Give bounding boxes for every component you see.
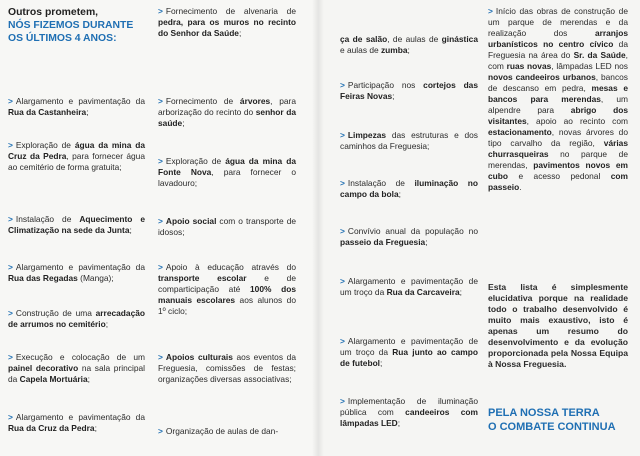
bullet-arrow-icon: > (158, 262, 163, 272)
slogan (488, 406, 628, 434)
list-item: > Implementação de iluminação pública com candeeiros com lâmpadas LED; (340, 396, 478, 428)
bullet-arrow-icon: > (340, 396, 345, 406)
bullet-arrow-icon: > (8, 214, 13, 224)
page-fold (312, 0, 324, 456)
bullet-arrow-icon: > (340, 336, 345, 346)
bullet-arrow-icon: > (158, 216, 163, 226)
bullet-arrow-icon: > (340, 178, 345, 188)
heading-line-2: NÓS FIZEMOS DURANTE (8, 20, 134, 31)
list-item: > Alargamento e pavimentação de um troço da Rua da Carcaveira; (340, 276, 478, 297)
bullet-arrow-icon: > (340, 130, 345, 140)
list-item: > Alargamento e pavimentação da Rua das Regadas (Manga); (8, 262, 145, 283)
list-item: > Participação nos cortejos das Feiras Novas; (340, 80, 478, 101)
bullet-arrow-icon: > (158, 6, 163, 16)
list-item: > Exploração de água da mina da Fonte Nova, para fornecer o lavadouro; (158, 156, 296, 188)
bullet-arrow-icon: > (340, 226, 345, 236)
list-item: > Alargamento e pavimentação da Rua da Cruz da Pedra; (8, 412, 145, 433)
list-item: > Exploração de água da mina da Cruz da Pedra, para fornecer água ao cemitério de forma gratuita; (8, 140, 145, 172)
bullet-arrow-icon: > (158, 352, 163, 362)
list-item: > Limpezas das estruturas e dos caminhos da Freguesia; (340, 130, 478, 151)
closing-paragraph: Esta lista é simplesmente elucidativa porque na realidade todo o trabalho desenvolvido é muito mais exaustivo, isto é apenas um resumo do desenvolvimento e da evolução proporcionada pela Nossa Equipa à Nossa Freguesia. (488, 282, 628, 369)
list-item: > Construção de uma arrecadação de arrumos no cemitério; (8, 308, 145, 329)
list-item: > Apoio social com o transporte de idosos; (158, 216, 297, 237)
list-item: > Convívio anual da população no passeio da Freguesia; (340, 226, 478, 247)
bullet-arrow-icon: > (8, 96, 13, 106)
list-item: > Alargamento e pavimentação de um troço da Rua junto ao campo de futebol; (340, 336, 478, 368)
list-item: > Instalação de Aquecimento e Climatização na sede da Junta; (8, 214, 145, 235)
list-item: > Execução e colocação de um painel decorativo na sala principal da Capela Mortuária; (8, 352, 145, 384)
bullet-arrow-icon: > (158, 96, 163, 106)
bullet-arrow-icon: > (8, 262, 13, 272)
section-heading (8, 6, 145, 45)
list-item: > Início das obras de construção de um parque de merendas e da realização dos arranjos urbanísticos no centro cívico da Freguesia na área do Sr. da Saúde, com ruas novas, lâmpadas LED nos novos candeeiros urbanos, bancos de descanso em pedra, mesas e bancos para merendas, um alpendre para abrigo dos visitantes, apoio ao recinto com estacionamento, novas árvores do tipo carvalho da região, várias churrasqueiras no parque de merendas, pavimentos novos em cubo e acesso pedonal com passeio. (488, 6, 629, 192)
slogan-line-1: PELA NOSSA TERRA (488, 407, 600, 419)
heading-line-3: OS ÚLTIMOS 4 ANOS: (8, 33, 117, 44)
list-item: > Alargamento e pavimentação da Rua da Castanheira; (8, 96, 145, 117)
bullet-arrow-icon: > (340, 276, 345, 286)
bullet-arrow-icon: > (8, 352, 13, 362)
list-item: > Organização de aulas de dan- (158, 426, 279, 436)
bullet-arrow-icon: > (8, 308, 13, 318)
slogan-line-2: O COMBATE CONTINUA (488, 421, 616, 433)
list-item: > Fornecimento de alvenaria de pedra, para os muros no recinto do Senhor da Saúde; (158, 6, 296, 38)
list-item: > Instalação de iluminação no campo da bola; (340, 178, 478, 199)
list-item: > Apoios culturais aos eventos da Freguesia, comissões de festas; organizações diversas associativas; (158, 352, 296, 384)
right-page (318, 0, 640, 456)
list-item: > Fornecimento de árvores, para arborização do recinto do senhor da saúde; (158, 96, 296, 128)
left-page (0, 0, 319, 456)
list-item: ça de salão, de aulas de ginástica e aulas de zumba; (340, 34, 478, 55)
bullet-arrow-icon: > (158, 426, 163, 436)
list-item: > Apoio à educação através do transporte escolar e de comparticipação até 100% dos manuais escolares aos alunos do 1º ciclo; (158, 262, 296, 316)
bullet-arrow-icon: > (340, 80, 345, 90)
bullet-arrow-icon: > (158, 156, 163, 166)
bullet-arrow-icon: > (8, 412, 13, 422)
heading-line-1: Outros prometem, (8, 7, 99, 18)
bullet-arrow-icon: > (8, 140, 13, 150)
bullet-arrow-icon: > (488, 6, 493, 16)
